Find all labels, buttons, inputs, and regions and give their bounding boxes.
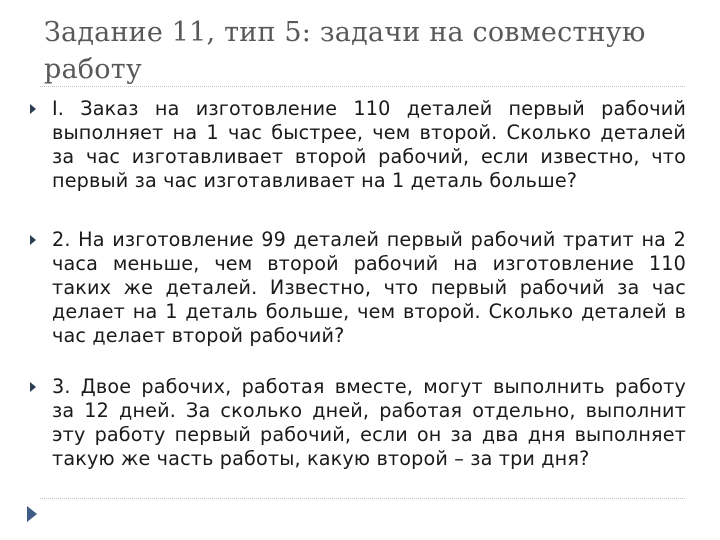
problem-1-text: I. Заказ на изготовление 110 деталей первый рабочий выполняет на 1 час быстрее, чем второй. Сколько деталей за час изготавливает второй рабочий, если известно, что первый за час изготавливает на 1 деталь больше? <box>52 97 686 192</box>
next-slide-arrow-icon[interactable] <box>27 506 37 522</box>
footer-divider <box>40 498 685 499</box>
title-divider <box>40 86 685 87</box>
triangle-right-icon <box>30 104 36 114</box>
problem-3-text: 3. Двое рабочих, работая вместе, могут выполнить работу за 12 дней. За сколько дней, работая отдельно, выполнит эту работу первый рабочий, если он за два дня выполняет такую же часть работы, какую второй – за три дня? <box>52 375 686 470</box>
triangle-right-icon <box>30 235 36 245</box>
slide-title: Задание 11, тип 5: задачи на совместную работу <box>44 17 646 85</box>
triangle-right-icon <box>30 382 36 392</box>
problem-2-text: 2. На изготовление 99 деталей первый рабочий тратит на 2 часа меньше, чем второй рабочий на изготовление 110 таких же деталей. Известно, что первый рабочий за час делает на 1 деталь больше, чем второй. Сколько деталей в час делает второй рабочий? <box>52 228 686 347</box>
